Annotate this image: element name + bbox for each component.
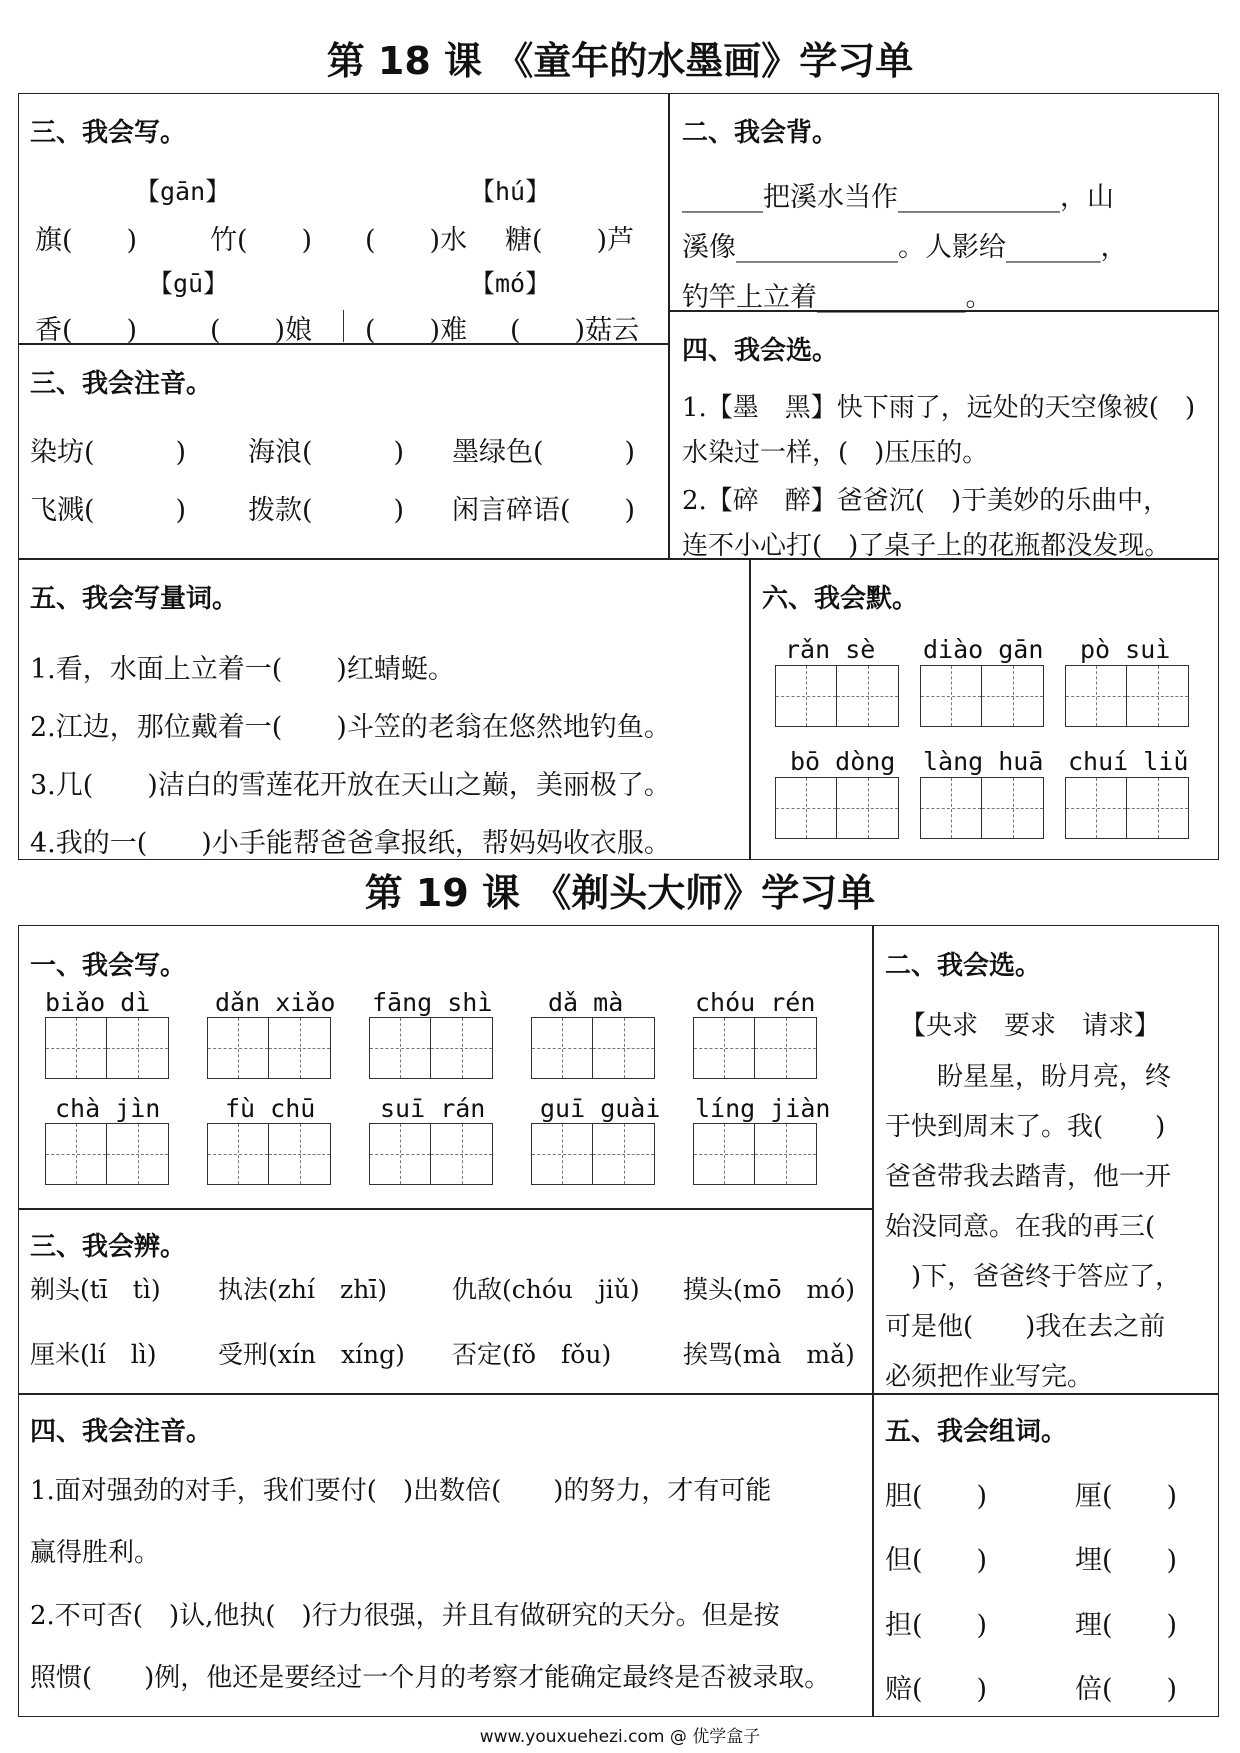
pinyin-item: 闲言碎语( ) [452, 495, 636, 526]
writing-grid[interactable] [693, 1123, 817, 1185]
pinyin-label: fù chū [225, 1094, 316, 1123]
choose-line: )下，爸爸终于答应了， [885, 1262, 1182, 1292]
footer-url[interactable]: www.youxuehezi.com @ 优学盒子 [479, 1727, 761, 1747]
choose-line: 可是他( )我在去之前 [885, 1312, 1166, 1342]
distinguish-item: 否定(fǒ fǒu) [452, 1340, 612, 1369]
pinyin-label: chuí liǔ [1068, 747, 1189, 776]
pinyin-label: dǎ mà [548, 988, 624, 1017]
word-item: 担( ) [885, 1610, 988, 1641]
pinyin-label: diào gān [923, 635, 1044, 664]
choose-line: 于快到周末了。我( ) [885, 1112, 1166, 1142]
word-item: 但( ) [885, 1545, 988, 1576]
writing-grid[interactable] [775, 777, 899, 839]
pinyin-label: biǎo dì [45, 988, 151, 1017]
pinyin-item: 墨绿色( ) [452, 437, 636, 468]
writing-grid[interactable] [207, 1017, 331, 1079]
writing-grid[interactable] [693, 1017, 817, 1079]
l18-recite-heading: 二、我会背。 [682, 118, 839, 148]
choose-line: 2.【碎 醉】爸爸沉( )于美妙的乐曲中， [682, 486, 1170, 516]
l19-pinyin-heading: 四、我会注音。 [30, 1417, 213, 1447]
pinyin-label: líng jiàn [695, 1094, 831, 1123]
pinyin-label: 【gān】 [135, 177, 231, 206]
l18-measure-heading: 五、我会写量词。 [30, 584, 239, 614]
measure-item: 2.江边，那位戴着一( )斗笠的老翁在悠然地钓鱼。 [30, 712, 671, 743]
writing-grid[interactable] [45, 1017, 169, 1079]
pinyin-label: suī rán [380, 1094, 486, 1123]
distinguish-item: 仇敌(chóu jiǔ) [452, 1275, 640, 1304]
pinyin-label: guī guài [540, 1094, 661, 1123]
writing-grid[interactable] [1065, 777, 1189, 839]
pinyin-label: bō dòng [790, 747, 896, 776]
lesson18-title: 第 18 课 《童年的水墨画》学习单 [326, 39, 914, 83]
divider [343, 310, 344, 342]
word-item: 倍( ) [1075, 1674, 1178, 1705]
l18-choose-heading: 四、我会选。 [682, 336, 839, 366]
pinyin-line: 赢得胜利。 [30, 1538, 161, 1568]
pinyin-line: 2.不可否( )认,他执( )行力很强，并且有做研究的天分。但是按 [30, 1601, 780, 1631]
measure-item: 1.看，水面上立着一( )红蜻蜓。 [30, 654, 455, 685]
writing-grid[interactable] [369, 1123, 493, 1185]
word-item: 理( ) [1075, 1610, 1178, 1641]
choose-line: 爸爸带我去踏青，他一开 [885, 1162, 1172, 1192]
pinyin-item: 海浪( ) [248, 437, 405, 468]
writing-grid[interactable] [1065, 665, 1189, 727]
l18-pinyin-heading: 三、我会注音。 [30, 369, 213, 399]
pinyin-label: làng huā [923, 747, 1044, 776]
distinguish-item: 执法(zhí zhī) [218, 1275, 388, 1304]
choose-line: 始没同意。在我的再三( [885, 1212, 1156, 1242]
word-item: 胆( ) [885, 1481, 988, 1512]
pinyin-item: 飞溅( ) [30, 495, 187, 526]
pinyin-line: 照惯( )例，他还是要经过一个月的考察才能确定最终是否被录取。 [30, 1663, 831, 1693]
pinyin-label: pò suì [1080, 635, 1171, 664]
writing-grid[interactable] [775, 665, 899, 727]
lesson19-title: 第 19 课 《剃头大师》学习单 [364, 871, 876, 915]
pinyin-label: chóu rén [695, 988, 816, 1017]
write-item: 糖( )芦 [505, 225, 635, 256]
writing-grid[interactable] [531, 1017, 655, 1079]
choose-line: 水染过一样，( )压压的。 [682, 438, 989, 468]
choose-line: 1.【墨 黑】快下雨了，远处的天空像被( ) [682, 393, 1196, 423]
word-item: 埋( ) [1075, 1545, 1178, 1576]
l18-dictation-heading: 六、我会默。 [762, 584, 919, 614]
writing-grid[interactable] [369, 1017, 493, 1079]
write-item: 旗( ) [35, 225, 138, 256]
writing-grid[interactable] [45, 1123, 169, 1185]
write-item: ( )难 [365, 315, 468, 346]
pinyin-line: 1.面对强劲的对手，我们要付( )出数倍( )的努力，才有可能 [30, 1476, 772, 1506]
writing-grid[interactable] [920, 777, 1044, 839]
writing-grid[interactable] [920, 665, 1044, 727]
l19-words-heading: 五、我会组词。 [885, 1417, 1068, 1447]
distinguish-item: 受刑(xín xíng) [218, 1340, 405, 1369]
write-item: 香( ) [35, 315, 138, 346]
pinyin-label: chà jìn [55, 1094, 161, 1123]
pinyin-label: rǎn sè [785, 635, 876, 664]
write-item: ( )水 [365, 225, 468, 256]
write-item: ( )娘 [210, 315, 313, 346]
pinyin-label: dǎn xiǎo [215, 988, 336, 1017]
distinguish-item: 厘米(lí lì) [30, 1340, 157, 1369]
writing-grid[interactable] [531, 1123, 655, 1185]
measure-item: 3.几( )洁白的雪莲花开放在天山之巅，美丽极了。 [30, 770, 671, 801]
recite-line: 钓竿上立着___________。 [682, 282, 993, 313]
recite-line: 溪像____________。人影给_______， [682, 232, 1128, 263]
pinyin-item: 拨款( ) [248, 495, 405, 526]
choose-line: 连不小心打( )了桌子上的花瓶都没发现。 [682, 531, 1171, 561]
pinyin-label: 【hú】 [470, 177, 551, 206]
choose-options: 【央求 要求 请求】 [900, 1011, 1161, 1041]
pinyin-label: 【gū】 [148, 269, 229, 298]
l19-distinguish-heading: 三、我会辨。 [30, 1232, 187, 1262]
l18-write-heading: 三、我会写。 [30, 118, 187, 148]
recite-line: ______把溪水当作____________，山 [682, 182, 1114, 213]
distinguish-item: 剃头(tī tì) [30, 1275, 161, 1304]
measure-item: 4.我的一( )小手能帮爸爸拿报纸，帮妈妈收衣服。 [30, 828, 671, 859]
l19-choose-heading: 二、我会选。 [885, 951, 1042, 981]
word-item: 赔( ) [885, 1674, 988, 1705]
choose-line: 必须把作业写完。 [885, 1362, 1094, 1392]
word-item: 厘( ) [1075, 1481, 1178, 1512]
pinyin-item: 染坊( ) [30, 437, 187, 468]
write-item: 竹( ) [210, 225, 313, 256]
pinyin-label: 【mó】 [470, 269, 551, 298]
write-item: ( )菇云 [510, 315, 640, 346]
choose-line: 盼星星，盼月亮，终 [885, 1062, 1172, 1092]
distinguish-item: 摸头(mō mó) [683, 1275, 856, 1304]
writing-grid[interactable] [207, 1123, 331, 1185]
pinyin-label: fāng shì [372, 988, 493, 1017]
distinguish-item: 挨骂(mà mǎ) [683, 1340, 855, 1369]
l19-write-heading: 一、我会写。 [30, 951, 187, 981]
